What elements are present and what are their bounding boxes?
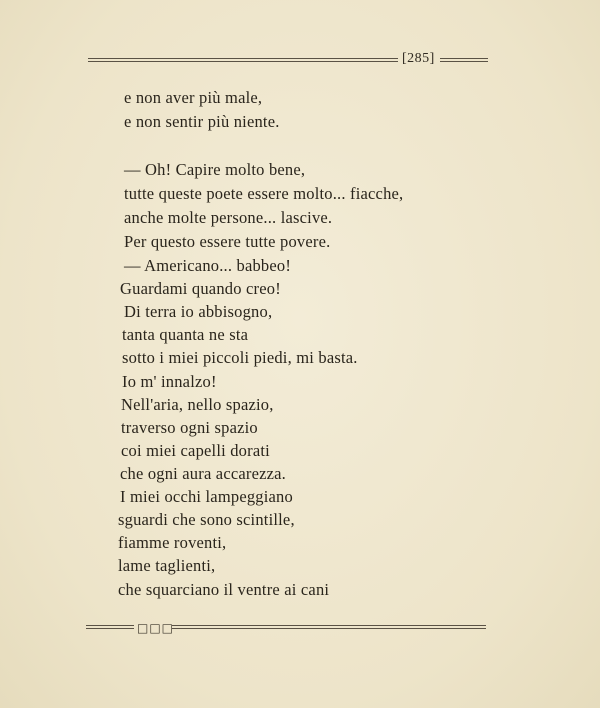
page-number: [285] bbox=[402, 51, 435, 66]
poem-line: I miei occhi lampeggiano bbox=[120, 487, 293, 506]
poem-line: fiamme roventi, bbox=[118, 533, 227, 552]
poem-line: — Americano... babbeo! bbox=[124, 256, 292, 275]
poem-line: Nell'aria, nello spazio, bbox=[121, 395, 274, 414]
poem-line: sotto i miei piccoli piedi, mi basta. bbox=[122, 348, 358, 367]
poem-line: Per questo essere tutte povere. bbox=[124, 232, 331, 251]
poem-line: traverso ogni spazio bbox=[121, 418, 258, 437]
poem-line: coi miei capelli dorati bbox=[121, 441, 270, 460]
poem-line: Di terra io abbisogno, bbox=[124, 302, 273, 321]
poem-line: che ogni aura accarezza. bbox=[120, 464, 287, 483]
poem-line: tutte queste poete essere molto... fiacche, bbox=[124, 184, 404, 203]
poem-line: Io m' innalzo! bbox=[122, 372, 217, 391]
poem-line: e non sentir più niente. bbox=[124, 112, 280, 131]
footer-ornament: □□□ bbox=[137, 621, 175, 635]
poem-line: sguardi che sono scintille, bbox=[118, 510, 295, 529]
poem-line: Guardami quando creo! bbox=[120, 279, 281, 298]
poem-line: lame taglienti, bbox=[118, 556, 216, 575]
poem-line: anche molte persone... lascive. bbox=[124, 208, 333, 227]
poem-line: e non aver più male, bbox=[124, 88, 263, 107]
poem-line: che squarciano il ventre ai cani bbox=[118, 580, 330, 599]
poem-line: tanta quanta ne sta bbox=[122, 325, 249, 344]
poem-line: — Oh! Capire molto bene, bbox=[124, 160, 306, 179]
